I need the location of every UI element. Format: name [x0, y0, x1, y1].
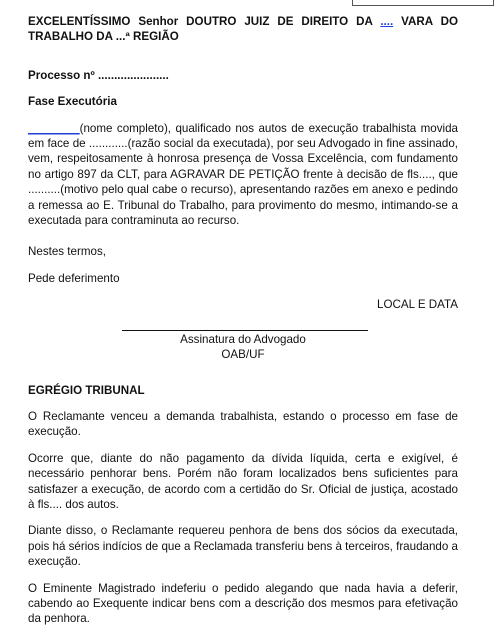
body-paragraph-1: O Reclamante venceu a demanda trabalhista, estando o processo em fase de execução. [28, 409, 458, 439]
document-page [28, 14, 458, 627]
intro-paragraph [28, 121, 458, 229]
body-paragraph-4: O Eminente Magistrado indeferiu o pedido alegando que nada havia a deferir, cabendo ao Exequente indicar bens com a descrição dos mesmos para efetivação da penhora. [28, 581, 458, 626]
tribunal-heading: EGRÉGIO TRIBUNAL [28, 383, 145, 397]
phase-title: Fase Executória [28, 95, 117, 109]
closing-line-1: Nestes termos, [28, 245, 106, 259]
place-date: LOCAL E DATA [377, 298, 458, 312]
process-number: Processo nº ...................... [28, 68, 169, 82]
signature-oab: OAB/UF [221, 348, 265, 362]
signature-line [122, 330, 368, 331]
body-paragraph-2: Ocorre que, diante do não pagamento da dívida líquida, certa e exigível, é necessário penhorar bens. Porém não foram localizados bens suficientes para satisfazer a execução, de acordo com a certidão do Sr. Oficial de justiça, acostado à fls.... dos autos. [28, 451, 458, 511]
body-paragraph-3: Diante disso, o Reclamante requereu penhora de bens dos sócios da executada, pois há sérios indícios de que a Reclamada transferiu bens à terceiros, fraudando a execução. [28, 524, 458, 569]
closing-line-2: Pede deferimento [28, 271, 120, 285]
name-blank-link[interactable]: ________ [28, 121, 80, 135]
page-frame-corner [352, 0, 494, 6]
signature-name: Assinatura do Advogado [180, 332, 306, 346]
court-number-blank: .... [380, 15, 394, 28]
court-address-text-1: EXCELENTÍSSIMO Senhor DOUTRO JUIZ DE DIREITO DA [28, 15, 381, 28]
court-address [28, 14, 458, 45]
intro-text: (nome completo), qualificado nos autos de execução trabalhista movida em face de ............(razão social da executada), por seu Advogado in fine assinado, vem, respeitosamente à honrosa presença de Vossa Excelência, com fundamento no artigo 897 da CLT, para AGRAVAR DE PETIÇÃO frente à decisão de fls...., que ..........(motivo pelo qual cabe o recurso), apresentando razões em anexo e pedindo a remessa ao E. Tribunal do Trabalho, para provimento do mesmo, intimando-se a executada para contraminuta ao recurso. [28, 121, 458, 228]
court-address-text-2: VARA DO TRABALHO DA ...ª REGIÃO [28, 15, 458, 44]
